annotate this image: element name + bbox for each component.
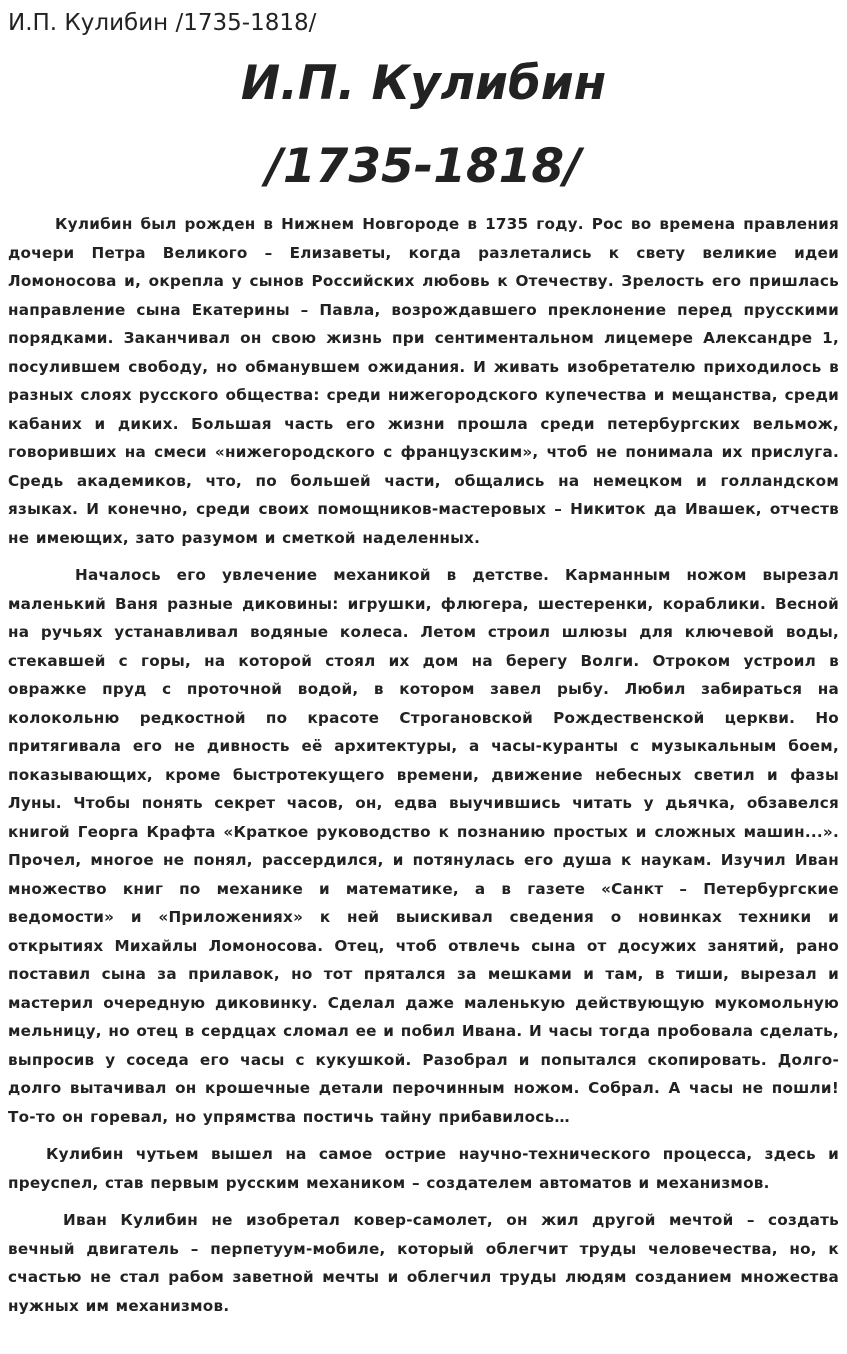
paragraph-dream: Иван Кулибин не изобретал ковер-самолет, он жил другой мечтой – создать вечный двигатель – перпетуум-мобиле, который облегчит труды человечества, но, к счастью не стал рабом заветной мечты и облегчил труды людям созданием множества нужных им механизмов. — [8, 1211, 839, 1315]
page-title-dates: /1735-1818/ — [265, 139, 582, 194]
paragraph-birth: Кулибин был рожден в Нижнем Новгороде в 1735 году. Рос во времена правления дочери Петра Великого – Елизаветы, когда разлетались к свету великие идеи Ломоносова и, окрепла у сынов Российских любовь к Отечеству. Зрелость его пришлась направление сына Екатерины – Павла, возрождавшего преклонение перед прусскими порядками. Заканчивал он свою жизнь при сентиментальном лицемере Александре 1, посулившем свободу, но обманувшем ожидания. И живать изобретателю приходилось в разных слоях русского общества: среди нижегородского купечества и мещанства, среди кабаних и диких. Большая часть его жизни прошла среди петербургских вельмож, говоривших на смеси «нижегородского с французским», чтоб не понимала их прислуга. Средь академиков, что, по большей части, общались на немецком и голландском языках. И конечно, среди своих помощников-мастеровых – Никиток да Ивашек, отчеств не имеющих, зато разумом и сметкой наделенных. — [8, 215, 839, 547]
title-block — [8, 42, 839, 208]
paragraph-achievement: Кулибин чутьем вышел на самое острие научно-технического процесса, здесь и преуспел, став первым русским механиком – создателем автоматов и механизмов. — [8, 1145, 839, 1192]
running-header: И.П. Кулибин /1735-1818/ — [8, 10, 317, 36]
article-body — [8, 210, 839, 1320]
page-title: И.П. Кулибин — [240, 56, 607, 111]
paragraph-childhood: Началось его увлечение механикой в детстве. Карманным ножом вырезал маленький Ваня разные диковины: игрушки, флюгера, шестеренки, кораблики. Весной на ручьях устанавливал водяные колеса. Летом строил шлюзы для ключевой воды, стекавшей с горы, на которой стоял их дом на берегу Волги. Отроком устроил в овражке пруд с проточной водой, в котором завел рыбу. Любил забираться на колокольню редкостной по красоте Строгановской Рождественской церкви. Но притягивала его не дивность её архитектуры, а часы-куранты с музыкальным боем, показывающих, кроме быстротекущего времени, движение небесных светил и фазы Луны. Чтобы понять секрет часов, он, едва выучившись читать у дьячка, обзавелся книгой Георга Крафта «Краткое руководство к познанию простых и сложных машин...». Прочел, многое не понял, рассердился, и потянулась его душа к наукам. Изучил Иван множество книг по механике и математике, а в газете «Санкт – Петербургские ведомости» и «Приложениях» к ней выискивал сведения о новинках техники и открытиях Михайлы Ломоносова. Отец, чтоб отвлечь сына от досужих занятий, рано поставил сына за прилавок, но тот прятался за мешками и там, в тиши, вырезал и мастерил очередную диковинку. Сделал даже маленькую действующую мукомольную мельницу, но отец в сердцах сломал ее и побил Ивана. И часы тогда пробовала сделать, выпросив у соседа его часы с кукушкой. Разобрал и попытался скопировать. Долго-долго вытачивал он крошечные детали перочинным ножом. Собрал. А часы не пошли! То-то он горевал, но упрямства постичь тайну прибавилось… — [8, 566, 839, 1126]
document-page — [8, 0, 839, 1320]
